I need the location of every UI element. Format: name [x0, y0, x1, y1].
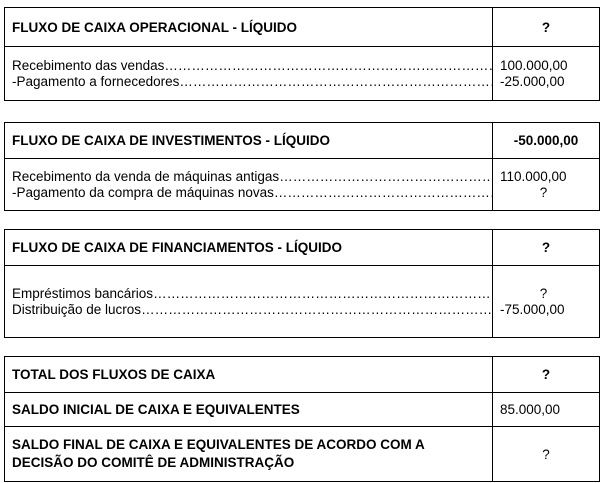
investing-values [493, 159, 600, 211]
financing-cash-flow-table [4, 229, 600, 338]
closing-balance-label-line1: SALDO FINAL DE CAIXA E EQUIVALENTES DE ACORDO COM A [12, 437, 425, 452]
table-row-value: ? [539, 184, 548, 200]
closing-balance-label-line2: DECISÃO DO COMITÊ DE ADMINISTRAÇÃO [12, 455, 295, 470]
table-row-value: ? [539, 285, 548, 301]
table-row-value: -25.000,00 [500, 73, 565, 89]
summary-table [4, 356, 600, 482]
opening-balance-label: SALDO INICIAL DE CAIXA E EQUIVALENTES [5, 393, 493, 427]
operating-values [493, 47, 600, 101]
investing-items [5, 159, 493, 211]
table-row-value: 110.000,00 [500, 168, 567, 184]
operating-items [5, 47, 493, 101]
table-row-value: 100.000,00 [500, 57, 568, 73]
financing-values [493, 266, 600, 338]
investing-cash-flow-title: FLUXO DE CAIXA DE INVESTIMENTOS - LÍQUIDO [5, 123, 493, 159]
table-row-label: Recebimento das vendas …………………………………………………………………………………………………… [12, 58, 492, 74]
closing-balance-label [5, 427, 493, 482]
operating-cash-flow-title: FLUXO DE CAIXA OPERACIONAL - LÍQUIDO [5, 8, 493, 47]
operating-cash-flow-total: ? [493, 8, 600, 47]
total-cash-flows-label: TOTAL DOS FLUXOS DE CAIXA [5, 357, 493, 393]
operating-cash-flow-table [4, 7, 600, 101]
financing-items [5, 266, 493, 338]
financing-cash-flow-title: FLUXO DE CAIXA DE FINANCIAMENTOS - LÍQUIDO [5, 230, 493, 266]
table-row-label: Recebimento da venda de máquinas antigas …………………………………………………………………………………………………… [12, 169, 492, 185]
opening-balance-value: 85.000,00 [493, 393, 600, 427]
financing-cash-flow-total: ? [493, 230, 600, 266]
investing-cash-flow-table [4, 122, 600, 211]
investing-cash-flow-total: -50.000,00 [493, 123, 600, 159]
table-row-value: -75.000,00 [500, 301, 565, 317]
total-cash-flows-value: ? [493, 357, 600, 393]
table-row-label: Empréstimos bancários …………………………………………………………………………………………………… [12, 286, 492, 302]
table-row-label: Distribuição de lucros …………………………………………………………………………………………………… [12, 302, 492, 318]
table-row-label: -Pagamento da compra de máquinas novas …………………………………………………………………………………………………… [12, 185, 492, 201]
closing-balance-value: ? [493, 427, 600, 482]
table-row-label: -Pagamento a fornecedores …………………………………………………………………………………………………… [12, 74, 492, 90]
